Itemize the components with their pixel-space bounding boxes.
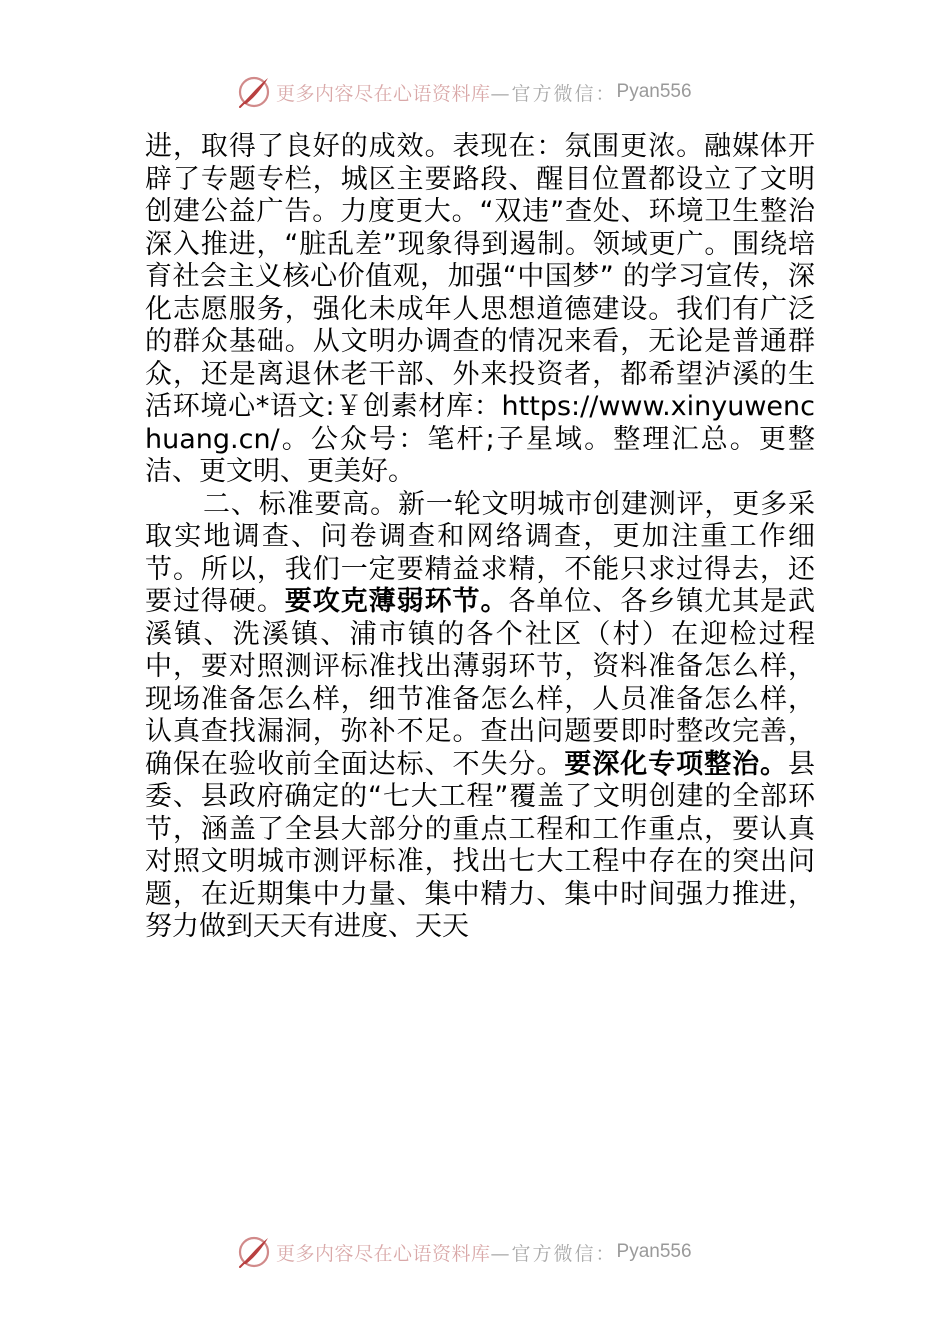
quill-pen-logo-icon — [236, 74, 272, 110]
paragraph-1-text: 进，取得了良好的成效。表现在：氛围更浓。融媒体开辟了专题专栏，城区主要路段、醒目位置都设立了文明创建公益广告。力度更大。“双违”查处、环境卫生整治深入推进，“脏乱差”现象得到遏制。领域更广。围绕培育社会主义核心价值观，加强“中国梦” 的学习宣传，深化志愿服务，强化未成年人思想道德建设。我们有广泛的群众基础。从文明办调查的情况来看，无论是普通群众，还是离退休老干部、外来投资者，都希望泸溪的生活环境心*语文:￥创素材库：https://www.xinyuwenchuang.cn/。公众号：笔杆;子星域。整理汇总。更整洁、更文明、更美好。 — [145, 131, 815, 487]
paragraph-1 — [145, 131, 815, 489]
watermark-wechat-id: Pyan556 — [616, 1241, 692, 1262]
header-watermark — [236, 74, 692, 110]
watermark-wechat-id: Pyan556 — [616, 81, 692, 102]
paragraph-2-emphasis-weak-links: 要攻克薄弱环节。 — [284, 586, 509, 617]
document-body — [145, 131, 815, 944]
watermark-wechat-label: —官方微信： — [490, 82, 617, 105]
paragraph-2-text-a: 二、标准要高。新一轮文明城市创建测评，更多采取实地调查、问卷调查和网络调查，更加注重工作细节。所以，我们一定要精益求精，不能只求过得去，还要过得硬。 — [145, 488, 815, 617]
paragraph-2-text-b: 各单位、各乡镇尤其是武溪镇、洗溪镇、浦市镇的各个社区（村）在迎检过程中，要对照测评标准找出薄弱环节，资料准备怎么样，现场准备怎么样，细节准备怎么样，人员准备怎么样，认真查找漏洞，弥补不足。查出问题要即时整改完善，确保在验收前全面达标、不失分。 — [145, 586, 816, 780]
watermark-wechat-label: —官方微信： — [490, 1242, 617, 1265]
footer-watermark — [236, 1234, 692, 1270]
paragraph-2-emphasis-special-rectification: 要深化专项整治。 — [564, 748, 789, 780]
paragraph-2-text-c: 县委、县政府确定的“七大工程”覆盖了文明创建的全部环节，涵盖了全县大部分的重点工程和工作重点，要认真对照文明城市测评标准，找出七大工程中存在的突出问题，在近期集中力量、集中精力、集中时间强力推进，努力做到天天有进度、天天 — [145, 748, 816, 942]
watermark-library-text: 更多内容尽在心语资料库 — [276, 1242, 491, 1265]
watermark-library-text: 更多内容尽在心语资料库 — [276, 82, 491, 105]
paragraph-2 — [145, 489, 815, 944]
quill-pen-logo-icon — [236, 1234, 272, 1270]
